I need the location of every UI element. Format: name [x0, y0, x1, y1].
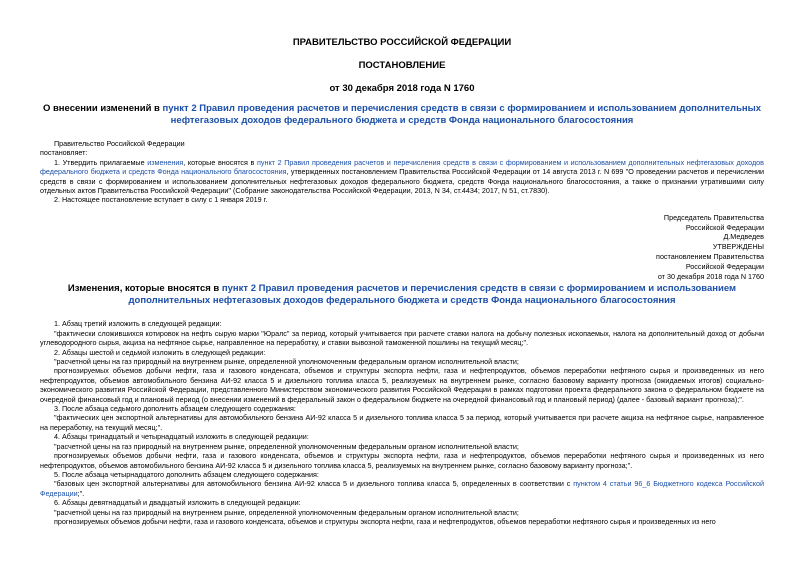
item-5-quote-b: ;".: [77, 488, 85, 498]
signature-block: [40, 205, 764, 242]
approved-line-4: от 30 декабря 2018 года N 1760: [657, 271, 764, 281]
signature-name: Д.Медведев: [723, 232, 764, 242]
paragraph-1-text-a: 1. Утвердить прилагаемые: [54, 157, 148, 167]
approved-line-3: Российской Федерации: [685, 261, 764, 271]
item-3-quote: "фактических цен экспортной альтернативы для автомобильного бензина АИ-92 класса 5 и дизельного топлива класса 5 за период, который учитывается при расчете акциза на нефтяное сырье, направленное на переработку, на текущий месяц;".: [40, 413, 764, 432]
document-date-number: от 30 декабря 2018 года N 1760: [329, 83, 475, 94]
item-6-quote-2: прогнозируемых объемов добычи нефти, газа и газового конденсата, объемов и структуры экспорта нефти, газа и нефтепродуктов, объемов переработки нефтяного сырья и произведенных из него: [54, 516, 716, 526]
approved-line-1: УТВЕРЖДЕНЫ: [712, 242, 764, 252]
item-2-quote-1: "расчетной цены на газ природный на внутреннем рынке, определенной уполномоченным федеральным органом исполнительной власти;: [54, 357, 519, 367]
item-5-quote-a: "базовых цен экспортной альтернативы для автомобильного бензина АИ-92 класса 5 и дизельного топлива класса 5, определенных в соответствии с: [54, 479, 574, 489]
changes-list: [40, 307, 764, 526]
rules-link[interactable]: пункт 2 Правил проведения расчетов и перечисления средств в связи с формированием и использованием дополнительных нефтегазовых доходов федерального бюджета и средств Фонда национального благосостояния: [40, 157, 764, 177]
document-title-prefix: О внесении изменений в: [42, 103, 163, 114]
paragraph-1: [40, 158, 764, 196]
item-5: 5. После абзаца четырнадцатого дополнить абзацем следующего содержания:: [54, 469, 319, 479]
item-2-quote-2: прогнозируемых объемов добычи нефти, газа и газового конденсата, объемов и структуры экспорта нефти, газа и нефтепродуктов, объемов переработки нефтяного сырья и произведенных из него нефтепродуктов, объемов автомобильного бензина АИ-92 класса 5 и дизельного топлива класса 5, реализуемых на внутреннем рынке, согласно базовому варианту прогноза (ожидаемых итогов) социально-экономического развития Российской Федерации, представленного Министерством экономического развития Российской Федерации в рамках подготовки проекта федерального закона о федеральном бюджете на очередной финансовый год и плановый период (о внесении изменений в федеральный закон о федеральном бюджете на очередной финансовый год и плановый период) (далее - базовый вариант прогноза);".: [40, 366, 764, 404]
item-6-quote-1: "расчетной цены на газ природный на внутреннем рынке, определенной уполномоченным федеральным органом исполнительной власти;: [54, 507, 519, 517]
approved-line-2: постановлением Правительства: [656, 252, 764, 262]
intro-block: [40, 127, 764, 158]
approved-block: [40, 242, 764, 281]
budget-code-link[interactable]: пунктом 4 статьи 96_6 Бюджетного кодекса Российской Федерации: [40, 479, 764, 498]
item-6: 6. Абзацы девятнадцатый и двадцатый изложить в следующей редакции:: [54, 498, 301, 508]
paragraph-1-text-b: , которые вносятся в: [183, 157, 257, 167]
changes-title: [40, 281, 764, 307]
intro-line-2: постановляет:: [40, 148, 88, 158]
document-title-link[interactable]: пункт 2 Правил проведения расчетов и перечисления средств в связи с формированием и использованием дополнительных нефтегазовых доходов федерального бюджета и средств Фонда национального благосостояния: [162, 103, 762, 126]
item-4-quote-1: "расчетной цены на газ природный на внутреннем рынке, определенной уполномоченным федеральным органом исполнительной власти;: [54, 441, 519, 451]
item-3: 3. После абзаца седьмого дополнить абзацем следующего содержания:: [54, 404, 296, 414]
changes-title-prefix: Изменения, которые вносятся в: [67, 283, 222, 295]
document-type: ПОСТАНОВЛЕНИЕ: [358, 60, 446, 71]
paragraph-2: 2. Настоящее постановление вступает в силу с 1 января 2019 г.: [54, 195, 268, 205]
intro-line-1: Правительство Российской Федерации: [54, 139, 185, 148]
item-1: 1. Абзац третий изложить в следующей редакции:: [54, 319, 222, 329]
item-5-quote: [40, 479, 764, 498]
signature-line-2: Российской Федерации: [685, 222, 764, 232]
changes-title-link[interactable]: пункт 2 Правил проведения расчетов и перечисления средств в связи с формированием и использованием дополнительных нефтегазовых доходов федерального бюджета и средств Фонда национального благосостояния: [128, 283, 737, 307]
document-title: [40, 94, 764, 127]
government-heading: ПРАВИТЕЛЬСТВО РОССИЙСКОЙ ФЕДЕРАЦИИ: [292, 37, 512, 48]
changes-link[interactable]: изменения: [147, 157, 184, 167]
item-4: 4. Абзацы тринадцатый и четырнадцатый изложить в следующей редакции:: [54, 432, 309, 442]
item-4-quote-2: прогнозируемых объемов добычи нефти, газа и газового конденсата, объемов и структуры экспорта нефти, газа и нефтепродуктов, объемов переработки нефтяного сырья и произведенных из него нефтепродуктов, объемов автомобильного бензина АИ-92 класса 5 и дизельного топлива класса 5, реализуемых на внутреннем рынке, согласно базовому варианту прогноза;".: [40, 451, 764, 470]
paragraph-1-text-c: , утвержденных постановлением Правительства Российской Федерации от 14 августа 2013 г. N 699 "О проведении расчетов и перечислении средств в связи с формированием и использованием дополнительных нефтегазовых доходов федерального бюджета, средств Фонда национального благосостояния, а также о признании утратившими силу отдельных актов Правительства Российской Федерации" (Собрание законодательства Российской Федерации, 2013, N 34, ст.4434; 2017, N 51, ст.7830).: [40, 167, 764, 196]
signature-line-1: Председатель Правительства: [663, 212, 764, 222]
item-1-quote: "фактически сложившихся котировок на нефть сырую марки "Юралс" за период, который учитывается при расчете ставки налога на добычу полезных ископаемых, налога на дополнительный доход от добычи углеводородного сырья, акциза на нефтяное сырье, направленное на переработку, и ставки вывозной таможенной пошлины на текущий месяц;".: [40, 328, 764, 348]
item-2: 2. Абзацы шестой и седьмой изложить в следующей редакции:: [54, 347, 266, 357]
